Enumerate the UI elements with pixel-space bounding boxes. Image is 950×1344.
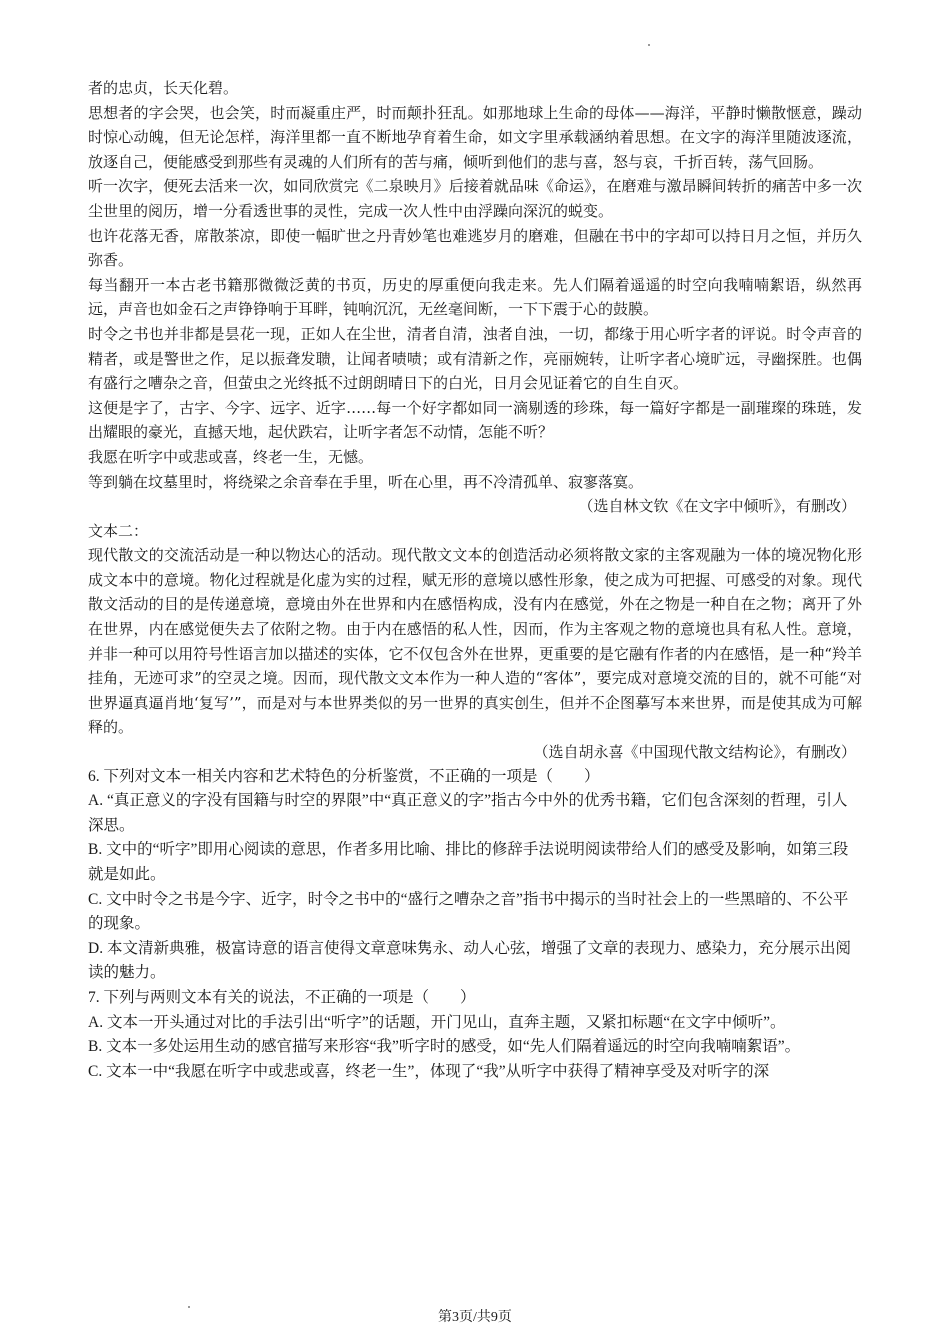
question-6-stem: 6. 下列对文本一相关内容和艺术特色的分析鉴赏，不正确的一项是（ ） [88,767,600,785]
question-7-option-c: C. 文本一中“我愿在听字中或悲或喜，终老一生”，体现了“我”从听字中获得了精神享受及对听字的深 [88,1062,770,1080]
question-6-option-c: C. 文中时令之书是今字、近字，时令之书中的“盛行之嘈杂之音”指书中揭示的当时社会上的一些黑暗的、不公平的现象。 [88,890,849,933]
text1-paragraph: 听一次字，便死去活来一次，如同欣赏完《二泉映月》后接着就品味《命运》，在磨难与激昂瞬间转折的痛苦中多一次尘世里的阅历，增一分看透世事的灵性，完成一次人性中由浮躁向深沉的蜕变。 [88,177,862,220]
text2-label: 文本二： [88,521,149,540]
question-7-stem: 7. 下列与两则文本有关的说法，不正确的一项是（ ） [88,988,476,1006]
text1-paragraph: 时令之书也并非都是昙花一现，正如人在尘世，清者自清，浊者自浊，一切，都缘于用心听字者的评说。时令声音的精者，或是警世之作，足以振聋发聩，让闻者啧啧；或有清新之作，亮丽婉转，让听字者心境旷远，寻幽探胜。也偶有盛行之嘈杂之音，但萤虫之光终抵不过朗朗晴日下的白光，日月会见证着它的自生自灭。 [88,324,862,393]
page-content [88,76,862,1084]
scan-speck [648,44,650,46]
question-7-option-b: B. 文本一多处运用生动的感官描写来形容“我”听字时的感受，如“先人们隔着遥远的时空向我喃喃絮语”。 [88,1038,801,1056]
text1-source: （选自林文钦《在文字中倾听》，有删改） [578,497,856,516]
text2-source: （选自胡永喜《中国现代散文结构论》，有删改） [533,743,856,762]
text1-paragraph: 等到躺在坟墓里时，将绕梁之余音奉在手里，听在心里，再不冷清孤单、寂寥落寞。 [88,472,644,491]
question-6-option-d: D. 本文清新典雅，极富诗意的语言使得文章意味隽永、动人心弦，增强了文章的表现力、感染力，充分展示出阅读的魅力。 [88,939,851,982]
text1-paragraph: 思想者的字会哭，也会笑，时而凝重庄严，时而颠扑狂乱。如那地球上生命的母体——海洋，平静时懒散惬意，躁动时惊心动魄，但无论怎样，海洋里都一直不断地孕育着生命，如文字里承载涵纳着思想。在文字的海洋里随波逐流，放逐自己，便能感受到那些有灵魂的人们所有的苦与痛，倾听到他们的悲与喜，怒与哀，千折百转，荡气回肠。 [88,103,862,171]
text1-paragraph: 每当翻开一本古老书籍那微微泛黄的书页，历史的厚重便向我走来。先人们隔着遥遥的时空向我喃喃絮语，纵然再远，声音也如金石之声铮铮响于耳畔，钝响沉沉，无丝毫间断，一下下震于心的鼓膜。 [88,275,862,319]
question-6-option-a: A. “真正意义的字没有国籍与时空的界限”中“真正意义的字”指古今中外的优秀书籍，它们包含深刻的哲理，引人深思。 [88,792,848,834]
text1-paragraph: 也许花落无香，席散茶凉，即使一幅旷世之丹青妙笔也难逃岁月的磨难，但融在书中的字却可以持日月之恒，并历久弥香。 [88,226,862,270]
question-6-option-b: B. 文中的“听字”即用心阅读的意思，作者多用比喻、排比的修辞手法说明阅读带给人们的感受及影响，如第三段就是如此。 [88,841,849,883]
question-7-option-a: A. 文本一开头通过对比的手法引出“听字”的话题，开门见山，直奔主题，又紧扣标题“在文字中倾听”。 [88,1013,786,1031]
page-footer: 第3页/共9页 [438,1310,512,1325]
text2-paragraph: 现代散文的交流活动是一种以物达心的活动。现代散文文本的创造活动必须将散文家的主客观融为一体的境况物化形成文本中的意境。物化过程就是化虚为实的过程，赋无形的意境以感性形象，使之成为可把握、可感受的对象。现代散文活动的目的是传递意境，意境由外在世界和内在感悟构成，没有内在感觉，外在之物是一种自在之物；离开了外在世界，内在感觉便失去了依附之物。由于内在感悟的私人性，因而，作为主客观之物的意境也具有私人性。意境，并非一种可以用符号性语言加以描述的实体，它不仅包含外在世界，更重要的是它融有作者的内在感悟，是一种“羚羊挂角，无迹可求”的空灵之境。因而，现代散文文本作为一种人造的“客体”，要完成对意境交流的目的，就不可能“对世界逼真逼肖地‘复写’”，而是对与本世界类似的另一世界的真实创生，但并不企图摹写本来世界，而是使其成为可解释的。 [88,546,862,737]
text1-paragraph: 者的忠贞，长天化碧。 [88,79,239,97]
text1-paragraph: 这便是字了，古字、今字、远字、近字……每一个好字都如同一滴剔透的珍珠，每一篇好字都是一副璀璨的珠琏，发出耀眼的豪光，直撼天地，起伏跌宕，让听字者怎不动情，怎能不听？ [88,398,862,442]
text1-paragraph: 我愿在听字中或悲或喜，终老一生，无憾。 [88,447,374,466]
